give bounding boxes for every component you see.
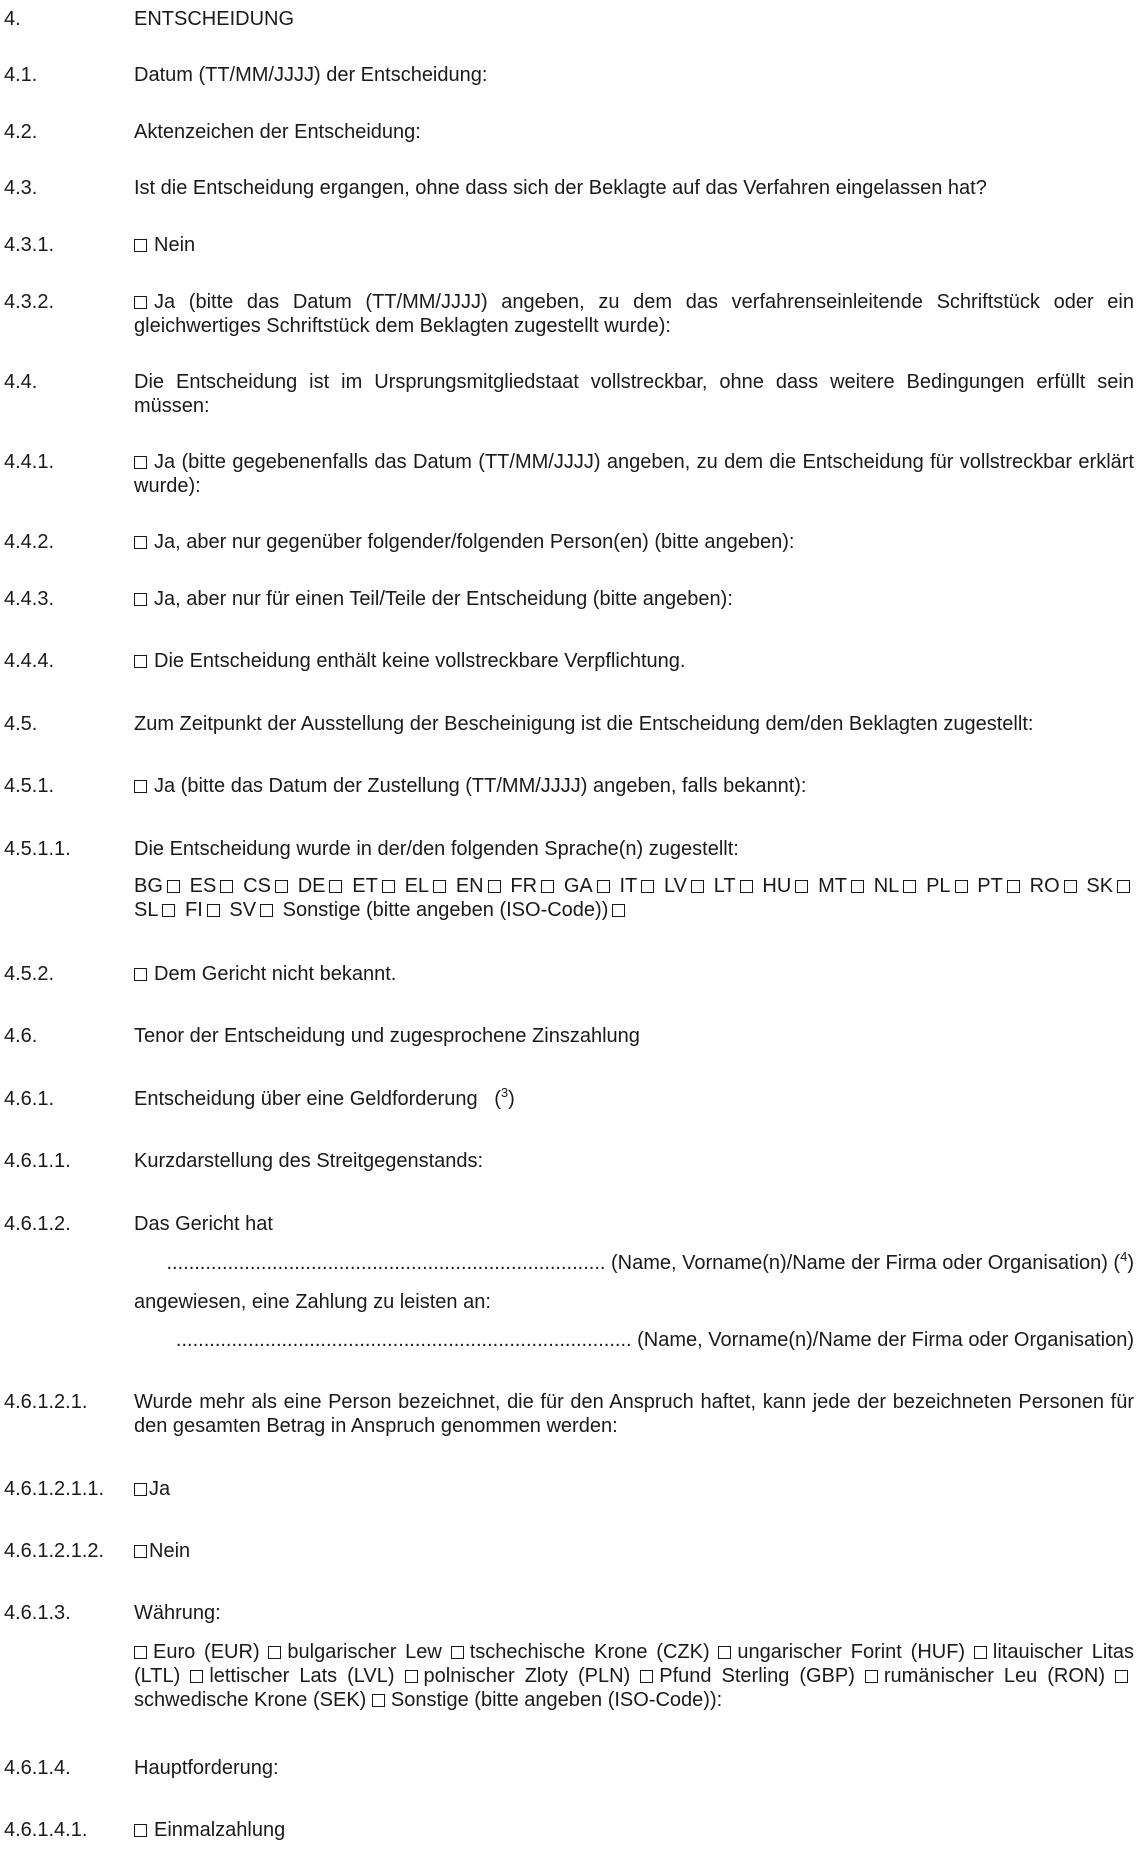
section-number: 4.5. <box>4 713 38 735</box>
checkbox-currency[interactable] <box>1115 1670 1128 1683</box>
currency-label: schwedische Krone (SEK) <box>134 1689 367 1711</box>
section-number: 4.3. <box>4 177 38 199</box>
checkbox-language-sk[interactable] <box>1117 880 1130 893</box>
checkbox-language-de[interactable] <box>329 880 342 893</box>
checkbox-ja-zustellung[interactable] <box>134 780 147 793</box>
checkbox-language-mt[interactable] <box>851 880 864 893</box>
language-option-es <box>190 875 238 897</box>
language-code: FR <box>510 875 538 897</box>
language-code: EL <box>404 875 430 897</box>
checkbox-ja-gesamtschuld[interactable] <box>134 1483 147 1496</box>
checkbox-currency[interactable] <box>640 1670 653 1683</box>
language-code: SL <box>134 899 159 921</box>
currency-option <box>372 1689 722 1711</box>
currency-label: rumänischer Leu (RON) <box>883 1665 1106 1687</box>
language-code: LT <box>713 875 736 897</box>
language-option-mt <box>818 875 868 897</box>
checkbox-currency[interactable] <box>451 1646 464 1659</box>
field-label: Die Entscheidung wurde in der/den folgenden Sprache(n) zugestellt: <box>134 838 739 860</box>
language-option-nl <box>874 875 921 897</box>
checkbox-currency[interactable] <box>134 1646 147 1659</box>
language-code: SK <box>1086 875 1114 897</box>
language-option-el <box>405 875 450 897</box>
option-label: Ja <box>149 1478 171 1500</box>
section-heading: ENTSCHEIDUNG <box>134 8 295 30</box>
field-label: Kurzdarstellung des Streitgegenstands: <box>134 1150 484 1172</box>
language-code: EN <box>455 875 484 897</box>
currency-option <box>405 1665 631 1687</box>
section-number: 4.2. <box>4 121 38 143</box>
checkbox-language-en[interactable] <box>488 880 501 893</box>
section-number: 4.4.2. <box>4 531 55 553</box>
checkbox-currency[interactable] <box>372 1694 385 1707</box>
checkbox-currency[interactable] <box>974 1646 987 1659</box>
currency-label: ungarischer Forint (HUF) <box>737 1641 966 1663</box>
currency-option <box>134 1641 260 1663</box>
section-number: 4.1. <box>4 64 38 86</box>
option-label: Ja (bitte gegebenenfalls das Datum (TT/MM/JJJJ) angeben, zu dem die Entscheidung für vollstreckbar erklärt wurde): <box>134 451 1134 497</box>
checkbox-language-ga[interactable] <box>597 880 610 893</box>
checkbox-language-fi[interactable] <box>207 904 220 917</box>
currency-option <box>451 1641 710 1663</box>
language-option-fi <box>185 899 224 921</box>
section-number: 4.4.1. <box>4 451 55 473</box>
checkbox-language-hu[interactable] <box>795 880 808 893</box>
language-option-cs <box>243 875 292 897</box>
checkbox-language-fr[interactable] <box>541 880 554 893</box>
language-option-ro <box>1030 875 1081 897</box>
language-option-sv <box>229 899 277 921</box>
currency-label: lettischer Lats (LVL) <box>209 1665 395 1687</box>
section-number: 4.6.1.2. <box>4 1213 71 1235</box>
checkbox-language-es[interactable] <box>220 880 233 893</box>
language-option-pt <box>977 875 1024 897</box>
language-code: DE <box>297 875 326 897</box>
checkbox-language-other[interactable] <box>612 904 625 917</box>
currency-list <box>134 1640 1134 1712</box>
currency-option <box>268 1641 441 1663</box>
section-heading: Tenor der Entscheidung und zugesprochene Zinszahlung <box>134 1025 640 1047</box>
language-code: ET <box>352 875 378 897</box>
question-text: Zum Zeitpunkt der Ausstellung der Bescheinigung ist die Entscheidung dem/den Beklagten zugestellt: <box>134 713 1034 735</box>
checkbox-ja[interactable] <box>134 296 147 309</box>
checkbox-language-bg[interactable] <box>167 880 180 893</box>
language-code: IT <box>619 875 638 897</box>
debtor-caption: (Name, Vorname(n)/Name der Firma oder Organisation) <box>611 1252 1108 1274</box>
language-code: CS <box>243 875 271 897</box>
checkbox-keine-verpflichtung[interactable] <box>134 655 147 668</box>
option-label: Nein <box>154 234 196 256</box>
section-number: 4. <box>4 8 21 30</box>
currency-label: polnischer Zloty (PLN) <box>423 1665 631 1687</box>
option-label: Ja, aber nur für einen Teil/Teile der Entscheidung (bitte angeben): <box>154 588 733 610</box>
option-label: Ja, aber nur gegenüber folgender/folgenden Person(en) (bitte angeben): <box>154 531 795 553</box>
currency-label: bulgarischer Lew <box>287 1641 442 1663</box>
language-code: ES <box>189 875 217 897</box>
checkbox-currency[interactable] <box>405 1670 418 1683</box>
language-option-fr <box>510 875 558 897</box>
option-label: Nein <box>149 1540 191 1562</box>
currency-option <box>190 1665 394 1687</box>
checkbox-language-pl[interactable] <box>955 880 968 893</box>
field-label: Hauptforderung: <box>134 1757 279 1779</box>
language-code: SV <box>229 899 257 921</box>
language-code: NL <box>873 875 900 897</box>
checkbox-currency[interactable] <box>268 1646 281 1659</box>
checkbox-language-cs[interactable] <box>275 880 288 893</box>
checkbox-language-ro[interactable] <box>1064 880 1077 893</box>
checkbox-nein[interactable] <box>134 239 147 252</box>
checkbox-currency[interactable] <box>718 1646 731 1659</box>
checkbox-language-lv[interactable] <box>691 880 704 893</box>
language-option-lt <box>714 875 757 897</box>
question-text: Die Entscheidung ist im Ursprungsmitgliedstaat vollstreckbar, ohne dass weitere Bedingungen erfüllt sein müssen: <box>134 371 1134 417</box>
checkbox-ja-personen[interactable] <box>134 536 147 549</box>
language-option-et <box>352 875 399 897</box>
checkbox-language-lt[interactable] <box>740 880 753 893</box>
currency-label: Sonstige (bitte angeben (ISO-Code)): <box>390 1689 723 1711</box>
language-code: BG <box>134 875 163 897</box>
currency-label: tschechische Krone (CZK) <box>469 1641 710 1663</box>
question-text: Ist die Entscheidung ergangen, ohne dass sich der Beklagte auf das Verfahren eingelassen hat? <box>134 177 987 199</box>
section-number: 4.6.1.3. <box>4 1602 71 1624</box>
footnote-ref: 3 <box>500 1085 509 1100</box>
checkbox-einmalzahlung[interactable] <box>134 1824 147 1837</box>
checkbox-currency[interactable] <box>190 1670 203 1683</box>
language-option-de <box>298 875 347 897</box>
language-option-sl <box>134 899 179 921</box>
checkbox-language-sl[interactable] <box>162 904 175 917</box>
currency-label: Euro (EUR) <box>153 1641 260 1663</box>
section-number: 4.6. <box>4 1025 38 1047</box>
language-code: GA <box>563 875 593 897</box>
option-label: Einmalzahlung <box>154 1819 286 1841</box>
checkbox-nein-gesamtschuld[interactable] <box>134 1545 147 1558</box>
language-code: RO <box>1029 875 1060 897</box>
language-option-en <box>456 875 505 897</box>
language-list <box>134 874 1134 922</box>
language-option-lv <box>664 875 708 897</box>
checkbox-ja-teile[interactable] <box>134 593 147 606</box>
section-number: 4.3.1. <box>4 234 55 256</box>
currency-label: litauischer Litas (LTL) <box>134 1641 1134 1687</box>
section-number: 4.4.4. <box>4 650 55 672</box>
section-number: 4.6.1.2.1.1. <box>4 1478 105 1500</box>
checkbox-nicht-bekannt[interactable] <box>134 968 147 981</box>
language-code: MT <box>818 875 847 897</box>
language-code: FI <box>185 899 203 921</box>
option-label: Ja (bitte das Datum der Zustellung (TT/MM/JJJJ) angeben, falls bekannt): <box>154 775 807 797</box>
checkbox-language-nl[interactable] <box>903 880 916 893</box>
other-language-label: Sonstige (bitte angeben (ISO-Code)) <box>282 899 609 921</box>
question-text: Wurde mehr als eine Person bezeichnet, die für den Anspruch haftet, kann jede der bezeichneten Personen für den gesamten Betrag in Anspruch genommen werden: <box>134 1391 1134 1437</box>
language-option-sk <box>1086 875 1134 897</box>
option-label: Die Entscheidung enthält keine vollstreckbare Verpflichtung. <box>154 650 686 672</box>
instruction-text: angewiesen, eine Zahlung zu leisten an: <box>134 1291 491 1313</box>
language-option-it <box>619 875 658 897</box>
footnote-ref: 4 <box>1120 1249 1128 1264</box>
section-number: 4.6.1.1. <box>4 1150 71 1172</box>
section-number: 4.4.3. <box>4 588 55 610</box>
section-number: 4.6.1. <box>4 1088 55 1110</box>
section-number: 4.3.2. <box>4 291 55 313</box>
fill-in-line-creditor[interactable]: .................................................................................. <box>175 1329 632 1351</box>
section-number: 4.6.1.4.1. <box>4 1819 88 1841</box>
section-number: 4.4. <box>4 371 38 393</box>
checkbox-language-sv[interactable] <box>260 904 273 917</box>
language-option-ga <box>564 875 614 897</box>
section-number: 4.5.1. <box>4 775 55 797</box>
checkbox-currency[interactable] <box>865 1670 878 1683</box>
language-option-hu <box>762 875 812 897</box>
checkbox-language-et[interactable] <box>382 880 395 893</box>
language-option-pl <box>926 875 971 897</box>
language-code: HU <box>762 875 792 897</box>
language-option-other <box>283 899 630 921</box>
checkbox-language-el[interactable] <box>433 880 446 893</box>
fill-in-line-debtor[interactable]: ............................................................................... <box>166 1252 606 1274</box>
option-label: Dem Gericht nicht bekannt. <box>154 963 397 985</box>
currency-option <box>865 1665 1105 1687</box>
creditor-caption: (Name, Vorname(n)/Name der Firma oder Organisation) <box>637 1329 1134 1351</box>
option-label: Ja (bitte das Datum (TT/MM/JJJJ) angeben, zu dem das verfahrenseinleitende Schriftstück oder ein gleichwertiges Schriftstück dem Beklagten zugestellt wurde): <box>134 291 1134 337</box>
currency-label: Pfund Sterling (GBP) <box>659 1665 855 1687</box>
section-number: 4.6.1.2.1. <box>4 1391 88 1413</box>
field-label: Währung: <box>134 1602 221 1624</box>
language-code: PL <box>926 875 951 897</box>
section-number: 4.6.1.2.1.2. <box>4 1540 105 1562</box>
currency-option <box>640 1665 855 1687</box>
section-number: 4.5.1.1. <box>4 838 71 860</box>
subsection-heading: Entscheidung über eine Geldforderung <box>134 1088 478 1110</box>
language-code: LV <box>664 875 688 897</box>
language-option-bg <box>134 875 184 897</box>
checkbox-language-pt[interactable] <box>1007 880 1020 893</box>
section-number: 4.6.1.4. <box>4 1757 71 1779</box>
checkbox-ja-vollstreckbar[interactable] <box>134 456 147 469</box>
checkbox-language-it[interactable] <box>641 880 654 893</box>
field-label: Das Gericht hat <box>134 1213 273 1235</box>
language-code: PT <box>977 875 1003 897</box>
field-label: Aktenzeichen der Entscheidung: <box>134 121 421 143</box>
section-number: 4.5.2. <box>4 963 55 985</box>
currency-option <box>718 1641 965 1663</box>
field-label: Datum (TT/MM/JJJJ) der Entscheidung: <box>134 64 488 86</box>
